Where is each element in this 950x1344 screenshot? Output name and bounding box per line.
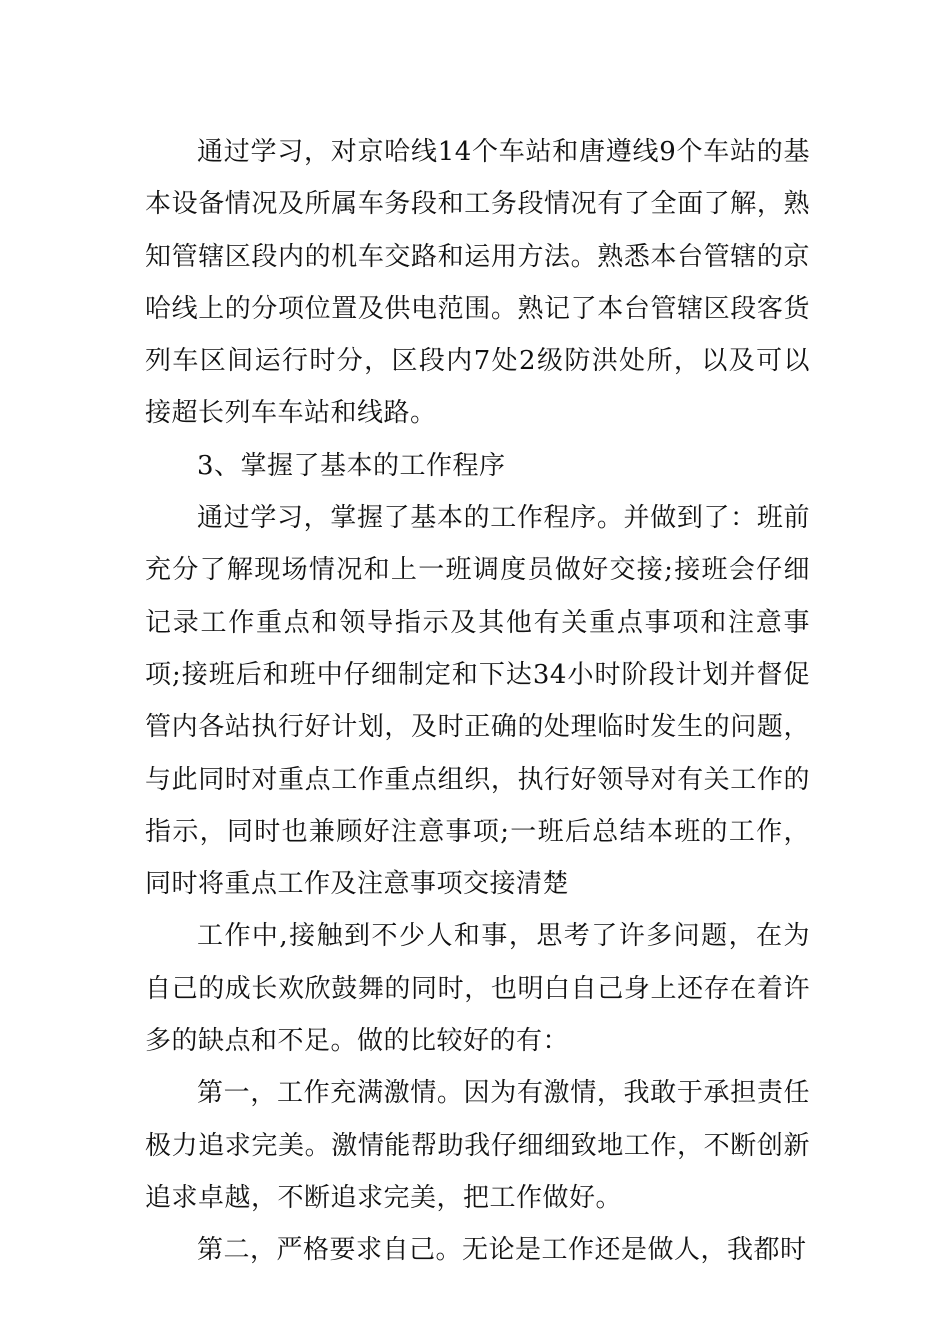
paragraph-work-procedure: 通过学习，掌握了基本的工作程序。并做到了：班前充分了解现场情况和上一班调度员做好交接;接班会仔细记录工作重点和领导指示及其他有关重点事项和注意事项;接班后和班中仔细制定和下达34小时阶段计划并督促管内各站执行好计划，及时正确的处理临时发生的问题，与此同时对重点工作重点组织，执行好领导对有关工作的指示，同时也兼顾好注意事项;一班后总结本班的工作，同时将重点工作及注意事项交接清楚: [145, 503, 810, 900]
document-body: [145, 126, 810, 1277]
paragraph-reflection: 工作中,接触到不少人和事，思考了许多问题，在为自己的成长欢欣鼓舞的同时，也明白自己身上还存在着许多的缺点和不足。做的比较好的有：: [145, 921, 810, 1057]
paragraph-second-point: 第二，严格要求自己。无论是工作还是做人，我都时: [197, 1235, 807, 1266]
paragraph-first-point: 第一，工作充满激情。因为有激情，我敢于承担责任极力追求完美。激情能帮助我仔细细致地工作，不断创新追求卓越，不断追求完美，把工作做好。: [145, 1078, 810, 1213]
paragraph-station-knowledge: 通过学习，对京哈线14个车站和唐遵线9个车站的基本设备情况及所属车务段和工务段情况有了全面了解，熟知管辖区段内的机车交路和运用方法。熟悉本台管辖的京哈线上的分项位置及供电范围。熟记了本台管辖区段客货列车区间运行时分，区段内7处2级防洪处所，以及可以接超长列车车站和线路。: [145, 137, 810, 429]
section-heading-work-procedure: 3、掌握了基本的工作程序: [197, 450, 506, 481]
